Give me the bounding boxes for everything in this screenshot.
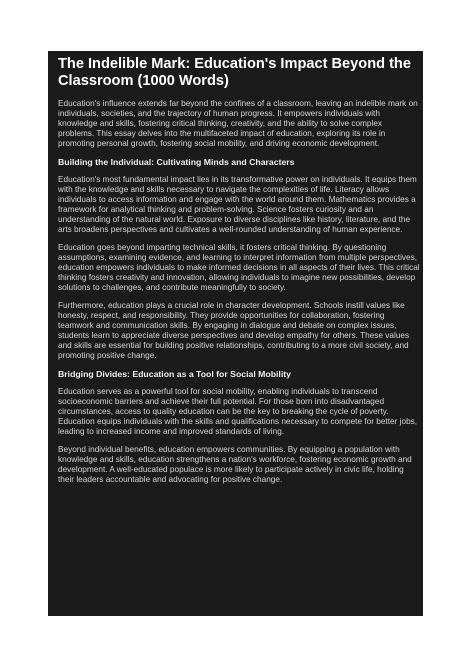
intro-paragraph: Education's influence extends far beyond the confines of a classroom, leaving an indelible mark on individuals, societies, and the trajectory of human progress. It empowers individuals with knowledge and skills, fostering critical thinking, creativity, and the ability to solve complex problems. This essay delves into the multifaceted impact of education, exploring its role in promoting personal growth, fostering social mobility, and driving economic development.: [58, 99, 418, 148]
section-heading-social-mobility: Bridging Divides: Education as a Tool for Social Mobility: [58, 369, 291, 379]
document-body: [58, 56, 420, 493]
section2-paragraph-2: Beyond individual benefits, education empowers communities. By equipping a population with knowledge and skills, education strengthens a nation's workforce, fostering economic growth and development. A well-educated populace is more likely to participate actively in civic life, holding their leaders accountable and advocating for positive change.: [58, 445, 412, 484]
document-title: The Indelible Mark: Education's Impact Beyond the Classroom (1000 Words): [58, 56, 411, 89]
section2-paragraph-1: Education serves as a powerful tool for social mobility, enabling individuals to transcend socioeconomic barriers and achieve their full potential. For those born into disadvantaged circumstances, access to quality education can be the key to breaking the cycle of poverty. Education equips individuals with the skills and qualifications necessary to compete for better jobs, leading to increased income and improved standards of living.: [58, 387, 418, 436]
section1-paragraph-1: Education's most fundamental impact lies in its transformative power on individuals. It equips them with the knowledge and skills necessary to navigate the complexities of life. Literacy allows individuals to access information and engage with the world around them. Mathematics provides a framework for analytical thinking and problem-solving. Science fosters curiosity and an understanding of the natural world. Exposure to diverse disciplines like history, literature, and the arts broadens perspectives and cultivates a well-rounded understanding of human experience.: [58, 175, 417, 234]
section1-paragraph-2: Education goes beyond imparting technical skills, it fosters critical thinking. By questioning assumptions, examining evidence, and learning to interpret information from multiple perspectives, education empowers individuals to make informed decisions in all aspects of their lives. This critical thinking fosters creativity and innovation, allowing individuals to imagine new possibilities, develop solutions to challenges, and contribute meaningfully to society.: [58, 243, 420, 292]
section1-paragraph-3: Furthermore, education plays a crucial role in character development. Schools instill values like honesty, respect, and responsibility. They provide opportunities for collaboration, fostering teamwork and communication skills. By engaging in dialogue and debate on complex issues, students learn to appreciate diverse perspectives and develop empathy for others. These values and skills are essential for building positive relationships, contributing to a more civil society, and promoting positive change.: [58, 301, 410, 360]
section-heading-individual: Building the Individual: Cultivating Minds and Characters: [58, 157, 295, 167]
